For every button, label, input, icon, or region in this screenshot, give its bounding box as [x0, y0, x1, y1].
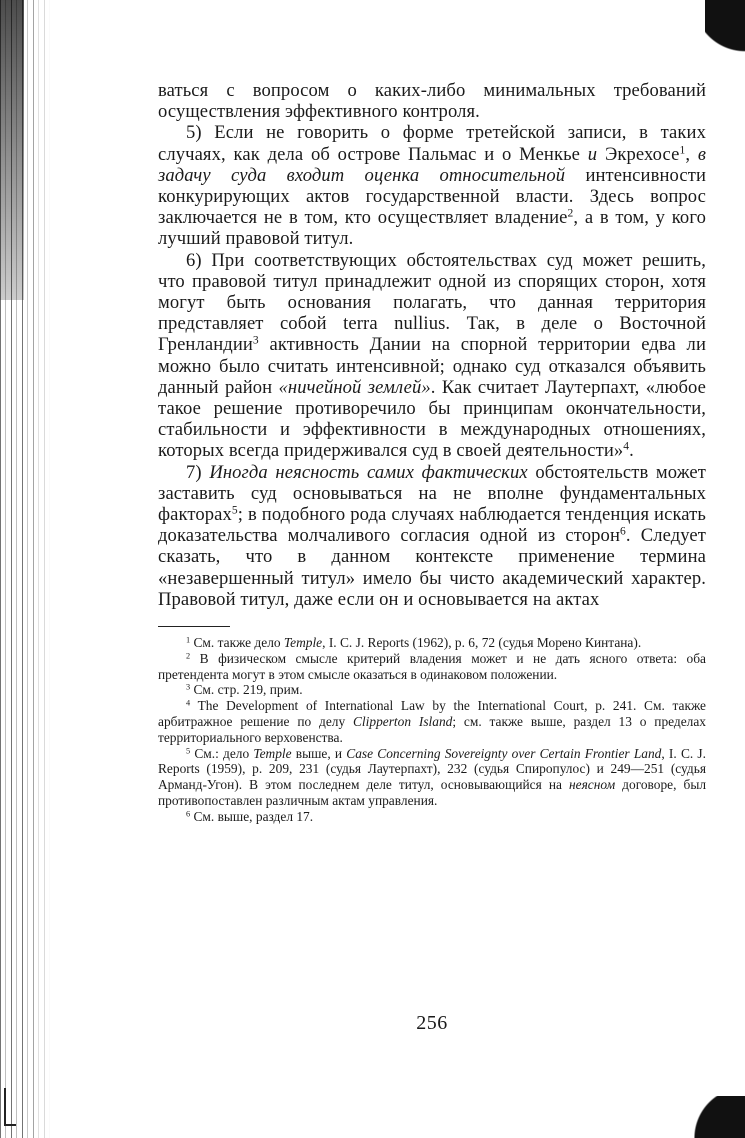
italic-run: «ничейной землей»	[278, 376, 431, 398]
footnote-fn5	[158, 746, 706, 809]
paragraph-p-cont	[158, 80, 706, 122]
paragraph-p6	[158, 250, 706, 462]
footnote-ref: 2	[567, 207, 574, 220]
footnote-ref: 6	[620, 525, 626, 538]
text-run: выше, и	[291, 745, 347, 761]
text-run: обстоятельств может заставить суд основываться на не вполне фундаментальных факторах	[158, 461, 707, 526]
text-run: В физическом смысле критерий владения может и не дать ясного ответа: оба претендента могут в этом смысле оказаться в одинаковом положении.	[158, 650, 706, 682]
footnote-ref: 4	[186, 698, 191, 708]
italic-run: Temple	[253, 745, 292, 761]
italic-run: Temple	[283, 635, 323, 651]
italic-run: в задачу суда входит оценка относительной	[158, 143, 706, 186]
text-run: ваться с вопросом о каких-либо минимальных требований осуществления эффективного контроля.	[158, 80, 706, 123]
footnote-fn2	[158, 651, 706, 683]
scan-corner-bottom-right	[685, 1096, 745, 1138]
text-run: ; см. также выше, раздел 13 о пределах территориального верховенства.	[158, 714, 706, 745]
text-run: . Следует сказать, что в данном контексте применение термина «незавершенный титул» имело бы чисто академический характер. Правовой титул, даже если он и основывается на актах	[158, 525, 707, 610]
text-run: договоре, был противопоставлен различным актам управления.	[158, 777, 706, 809]
footnotes	[158, 635, 706, 825]
footnote-fn3	[158, 682, 706, 698]
paragraph-p5	[158, 122, 706, 249]
italic-run: Иногда неясность самих фактических	[209, 461, 528, 483]
scan-bracket-bottom-left	[4, 1088, 16, 1126]
footnote-ref: 4	[623, 441, 630, 454]
footnote-ref: 3	[252, 335, 259, 348]
text-run: Экрехосе	[597, 143, 680, 165]
text-run: . Как считает Лаутерпахт, «любое такое решение противоречило бы принципам окончательности, стабильности и эффективности в международных отношениях, которых всегда придерживался суд в своей деятельности»	[158, 376, 707, 462]
footnote-fn6	[158, 809, 706, 825]
text-run: , а в том, у кого лучший правовой титул.	[158, 207, 706, 250]
page	[158, 80, 707, 1034]
text-run: См.: дело	[190, 745, 254, 761]
text-run: См. также дело	[190, 635, 284, 651]
text-run: , I. C. J. Reports (1962), p. 6, 72 (судья Морено Кинтана).	[322, 635, 642, 651]
footnote-ref: 6	[186, 809, 191, 819]
footnote-ref: 5	[231, 504, 238, 517]
text-run: активность Дании на спорной территории едва ли можно было считать интенсивной; однако суд отказался объявить данный район	[158, 334, 706, 398]
text-run: См. выше, раздел 17.	[190, 808, 314, 824]
text-run: интенсивности конкурирующих актов государственной власти. Здесь вопрос заключается не в том, кто осуществляет владение	[158, 164, 706, 229]
italic-run: Case Concerning Sovereignty over Certain Frontier Land	[346, 745, 662, 761]
footnote-ref: 1	[186, 635, 191, 645]
text-run: 6) При соответствующих обстоятельствах суд может решить, что правовой титул принадлежит одной из спорящих сторон, хотя могут быть основания полагать, что данная территория представляет собой terra nullius. Так, в деле о Восточной Гренландии	[158, 249, 706, 356]
text-run: .	[629, 440, 634, 462]
footnote-ref: 2	[186, 651, 191, 661]
text-run: The Development of International Law by the International Court, p. 241. См. также арбитражное решение по делу	[158, 698, 706, 730]
main-text	[158, 80, 706, 610]
text-run: 7)	[186, 461, 210, 483]
scan-corner-top-right	[705, 0, 745, 60]
italic-run: Clipperton Island	[353, 714, 453, 730]
footnote-ref: 5	[186, 746, 191, 756]
footnote-fn4	[158, 698, 706, 745]
scan-left-edge-shadow	[0, 0, 24, 300]
italic-run: и	[587, 143, 598, 165]
italic-run: неясном	[569, 777, 616, 793]
text-run: , I. C. J. Reports (1959), p. 209, 231 (судья Лаутерпахт), 232 (судья Спиропулос) и 249—251 (судья Арманд-Угон). В этом последнем деле титул, основывающийся на	[158, 745, 706, 793]
paragraph-p7	[158, 462, 706, 610]
text-run: ; в подобного рода случаях наблюдается тенденция искать доказательства молчаливого согласия одной из сторон	[158, 504, 706, 547]
footnote-separator	[158, 626, 230, 627]
footnote-ref: 1	[679, 144, 686, 157]
text-run: См. стр. 219, прим.	[190, 682, 303, 698]
text-run: ,	[685, 143, 698, 165]
footnote-ref: 3	[186, 682, 191, 692]
footnote-fn1	[158, 635, 706, 651]
page-number: 256	[416, 1012, 448, 1034]
text-run: 5) Если не говорить о форме третейской записи, в таких случаях, как дела об острове Пальмас и о Менкье	[158, 122, 706, 165]
